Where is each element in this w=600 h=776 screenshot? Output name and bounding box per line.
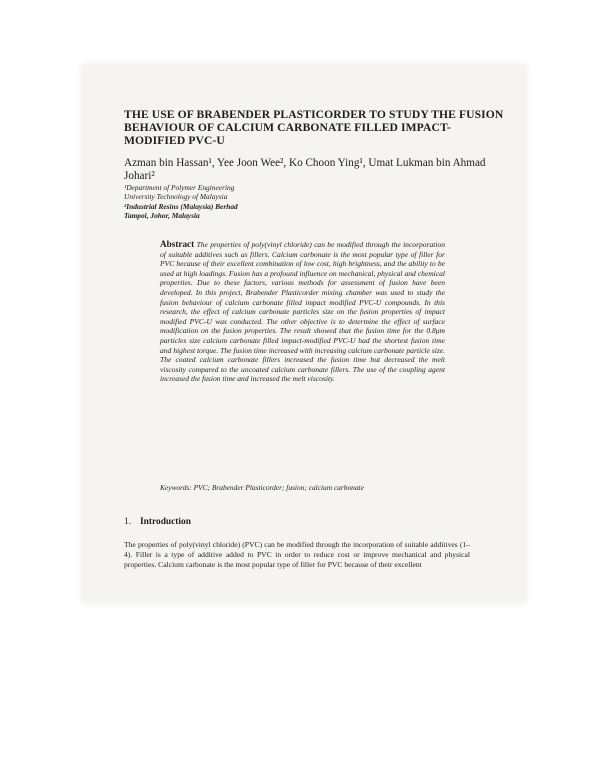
author-list: Azman bin Hassan¹, Yee Joon Wee², Ko Choon Ying¹, Umat Lukman bin Ahmad Johari² xyxy=(124,157,486,182)
affiliation-line: University Technology of Malaysia xyxy=(124,192,228,202)
affiliation-line: ²Industrial Resins (Malaysia) Berhad xyxy=(124,201,238,211)
keywords: Keywords: PVC; Brabender Plasticorder; fusion; calcium carbonate xyxy=(160,483,364,492)
paper-title: THE USE OF BRABENDER PLASTICORDER TO STUDY THE FUSION BEHAVIOUR OF CALCIUM CARBONATE FILLED IMPACT-MODIFIED PVC-U xyxy=(124,108,504,147)
section-number: 1. xyxy=(124,517,132,527)
abstract-heading: Abstract xyxy=(160,239,195,249)
abstract xyxy=(160,240,445,384)
section-title: Introduction xyxy=(140,517,191,527)
affiliations xyxy=(124,183,454,221)
abstract-text: The properties of poly(vinyl chloride) can be modified through the incorporation of suitable additives such as fillers. Calcium carbonate is the most popular type of filler for PVC because of their excellent combination of low cost, high brightness, and the ability to be used at high loadings. Fusion has a profound influence on mechanical, physical and chemical properties. Due to these factors, various methods for assessment of fusion have been developed. In this project, Brabender Plasticorder mixing chamber was used to study the fusion behaviour of calcium carbonate filled impact modified PVC-U compounds. In this research, the effect of calcium carbonate particles size on the fusion properties of impact modified PVC-U was conducted. The other objective is to determine the effect of surface modification on the fusion properties. The result showed that the fusion time for the 0.8μm particles size calcium carbonate filled impact-modified PVC-U had the shortest fusion time and highest torque. The fusion time increased with increasing calcium carbonate particle size. The coated calcium carbonate fillers increased the fusion time but decreased the melt viscosity compared to the uncoated calcium carbonate fillers. The use of the coupling agent increased the fusion time and increased the melt viscosity. xyxy=(160,240,446,384)
section-heading xyxy=(124,517,191,528)
affiliation-line: ¹Department of Polymer Engineering xyxy=(124,183,235,192)
affiliation-line: Tampoi, Johor, Malaysia xyxy=(124,211,200,221)
introduction-text: The properties of poly(vinyl chloride) (PVC) can be modified through the incorporation of suitable additives (1–4). Filler is a type of additive added to PVC in order to reduce cost or improve mechanical and physical properties. Calcium carbonate is the most popular type of filler for PVC because of their excellent xyxy=(124,540,470,569)
